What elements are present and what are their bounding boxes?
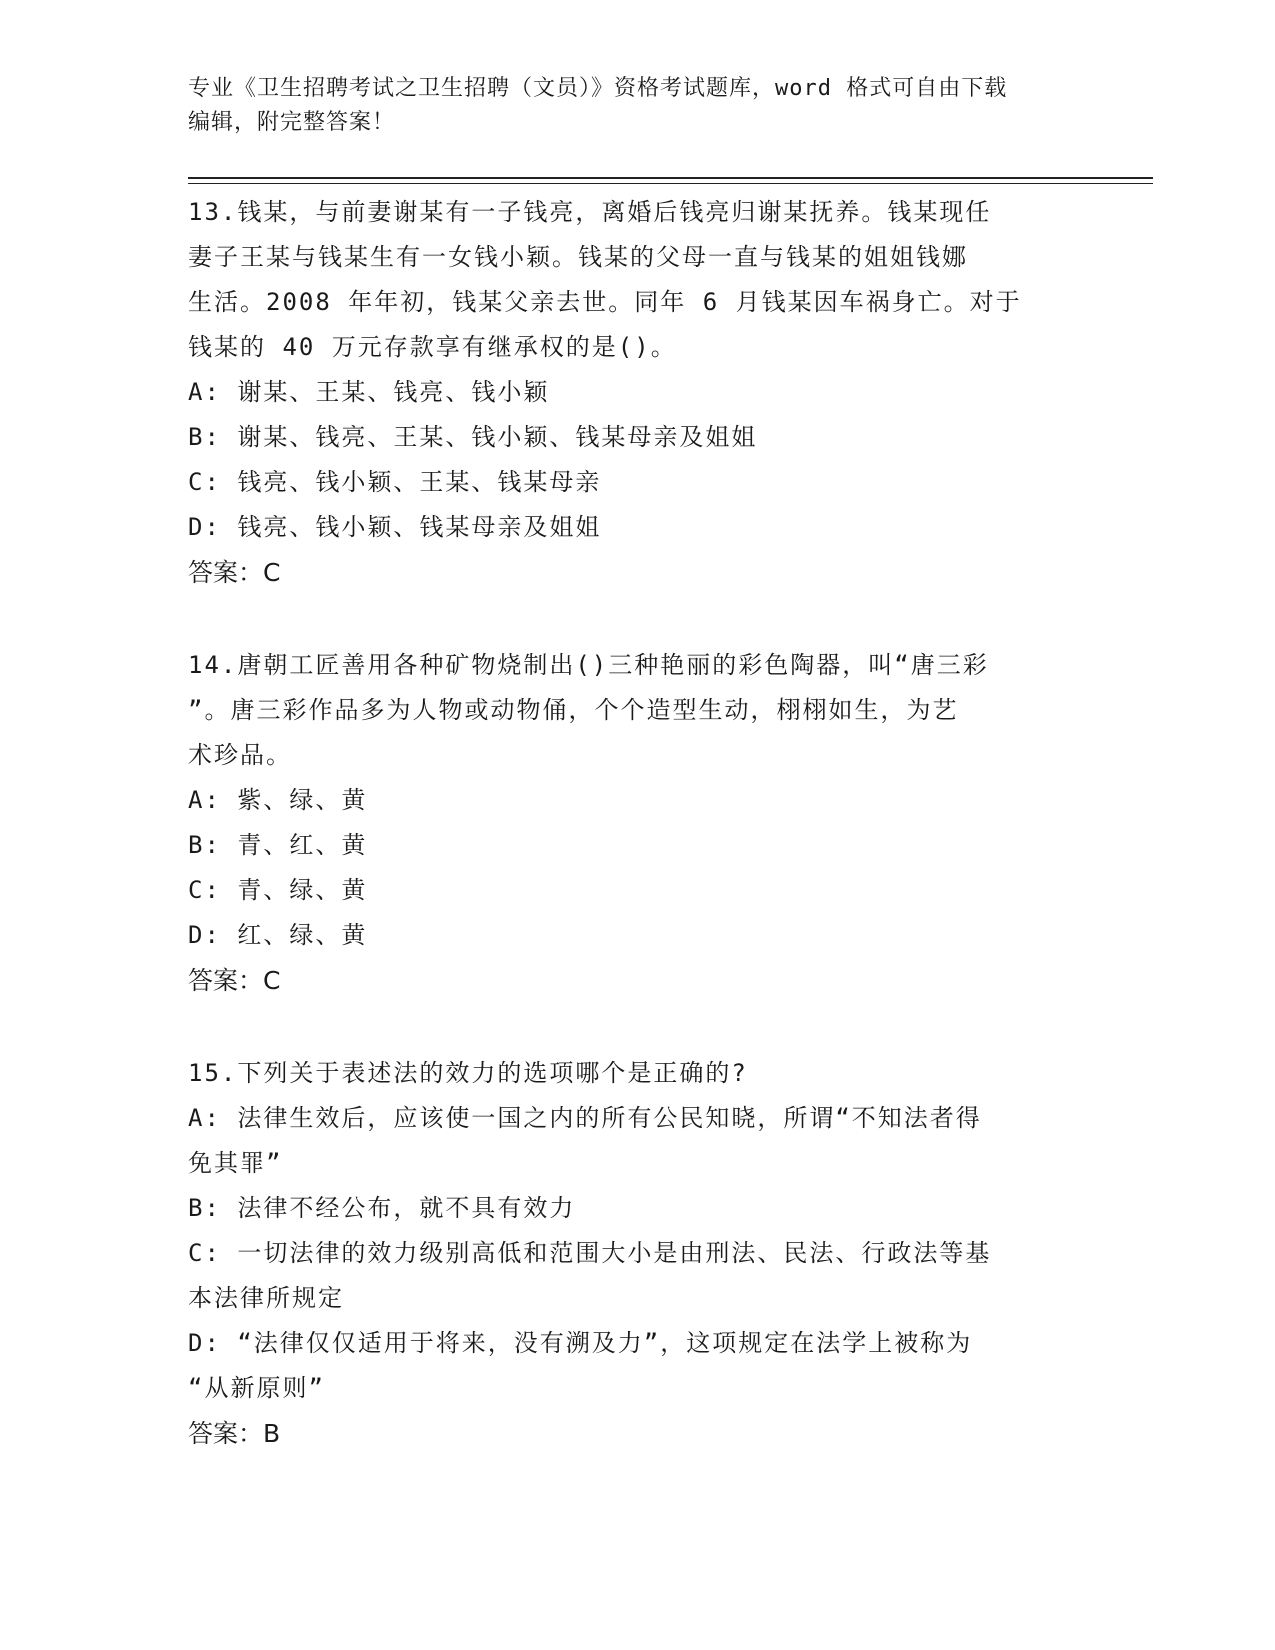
- answer-label: 答案：B: [188, 1419, 281, 1448]
- header-divider-thick: [188, 177, 1153, 179]
- question-stem-line: ”。唐三彩作品多为人物或动物俑，个个造型生动，栩栩如生，为艺: [188, 696, 959, 724]
- answer-label: 答案：C: [188, 966, 281, 995]
- option-d: D: “法律仅仅适用于将来，没有溯及力”，这项规定在法学上被称为: [188, 1329, 973, 1357]
- header-line-1: 专业《卫生招聘考试之卫生招聘（文员）》资格考试题库，word 格式可自由下载: [188, 76, 1008, 101]
- option-c: C: 一切法律的效力级别高低和范围大小是由刑法、民法、行政法等基: [188, 1239, 992, 1267]
- question-stem-line: 14.唐朝工匠善用各种矿物烧制出()三种艳丽的彩色陶器，叫“唐三彩: [188, 651, 989, 679]
- question-stem-line: 钱某的 40 万元存款享有继承权的是()。: [188, 333, 677, 361]
- question-13: [188, 190, 1088, 595]
- option-b: B: 青、红、黄: [188, 831, 368, 859]
- question-list: [188, 190, 1088, 1504]
- document-header: [188, 72, 1068, 140]
- option-a: A: 紫、绿、黄: [188, 786, 368, 814]
- option-c: C: 青、绿、黄: [188, 876, 368, 904]
- question-stem-line: 生活。2008 年年初，钱某父亲去世。同年 6 月钱某因车祸身亡。对于: [188, 288, 1022, 316]
- option-a: A: 谢某、王某、钱亮、钱小颖: [188, 378, 550, 406]
- header-line-2: 编辑，附完整答案！: [188, 110, 396, 135]
- option-d-continued: “从新原则”: [188, 1374, 325, 1402]
- option-b: B: 谢某、钱亮、王某、钱小颖、钱某母亲及姐姐: [188, 423, 758, 451]
- question-stem-line: 妻子王某与钱某生有一女钱小颖。钱某的父母一直与钱某的姐姐钱娜: [188, 243, 968, 271]
- option-c-continued: 本法律所规定: [188, 1284, 344, 1312]
- option-d: D: 红、绿、黄: [188, 921, 368, 949]
- question-stem-line: 术珍品。: [188, 741, 292, 769]
- option-b: B: 法律不经公布，就不具有效力: [188, 1194, 576, 1222]
- option-a: A: 法律生效后，应该使一国之内的所有公民知晓，所谓“不知法者得: [188, 1104, 982, 1132]
- header-divider-thin: [188, 183, 1153, 184]
- answer-label: 答案：C: [188, 558, 281, 587]
- option-d: D: 钱亮、钱小颖、钱某母亲及姐姐: [188, 513, 602, 541]
- question-stem-line: 13.钱某，与前妻谢某有一子钱亮，离婚后钱亮归谢某抚养。钱某现任: [188, 198, 992, 226]
- option-c: C: 钱亮、钱小颖、王某、钱某母亲: [188, 468, 602, 496]
- question-stem-line: 15.下列关于表述法的效力的选项哪个是正确的?: [188, 1059, 748, 1087]
- question-15: [188, 1051, 1088, 1456]
- option-a-continued: 免其罪”: [188, 1149, 283, 1177]
- question-14: [188, 643, 1088, 1003]
